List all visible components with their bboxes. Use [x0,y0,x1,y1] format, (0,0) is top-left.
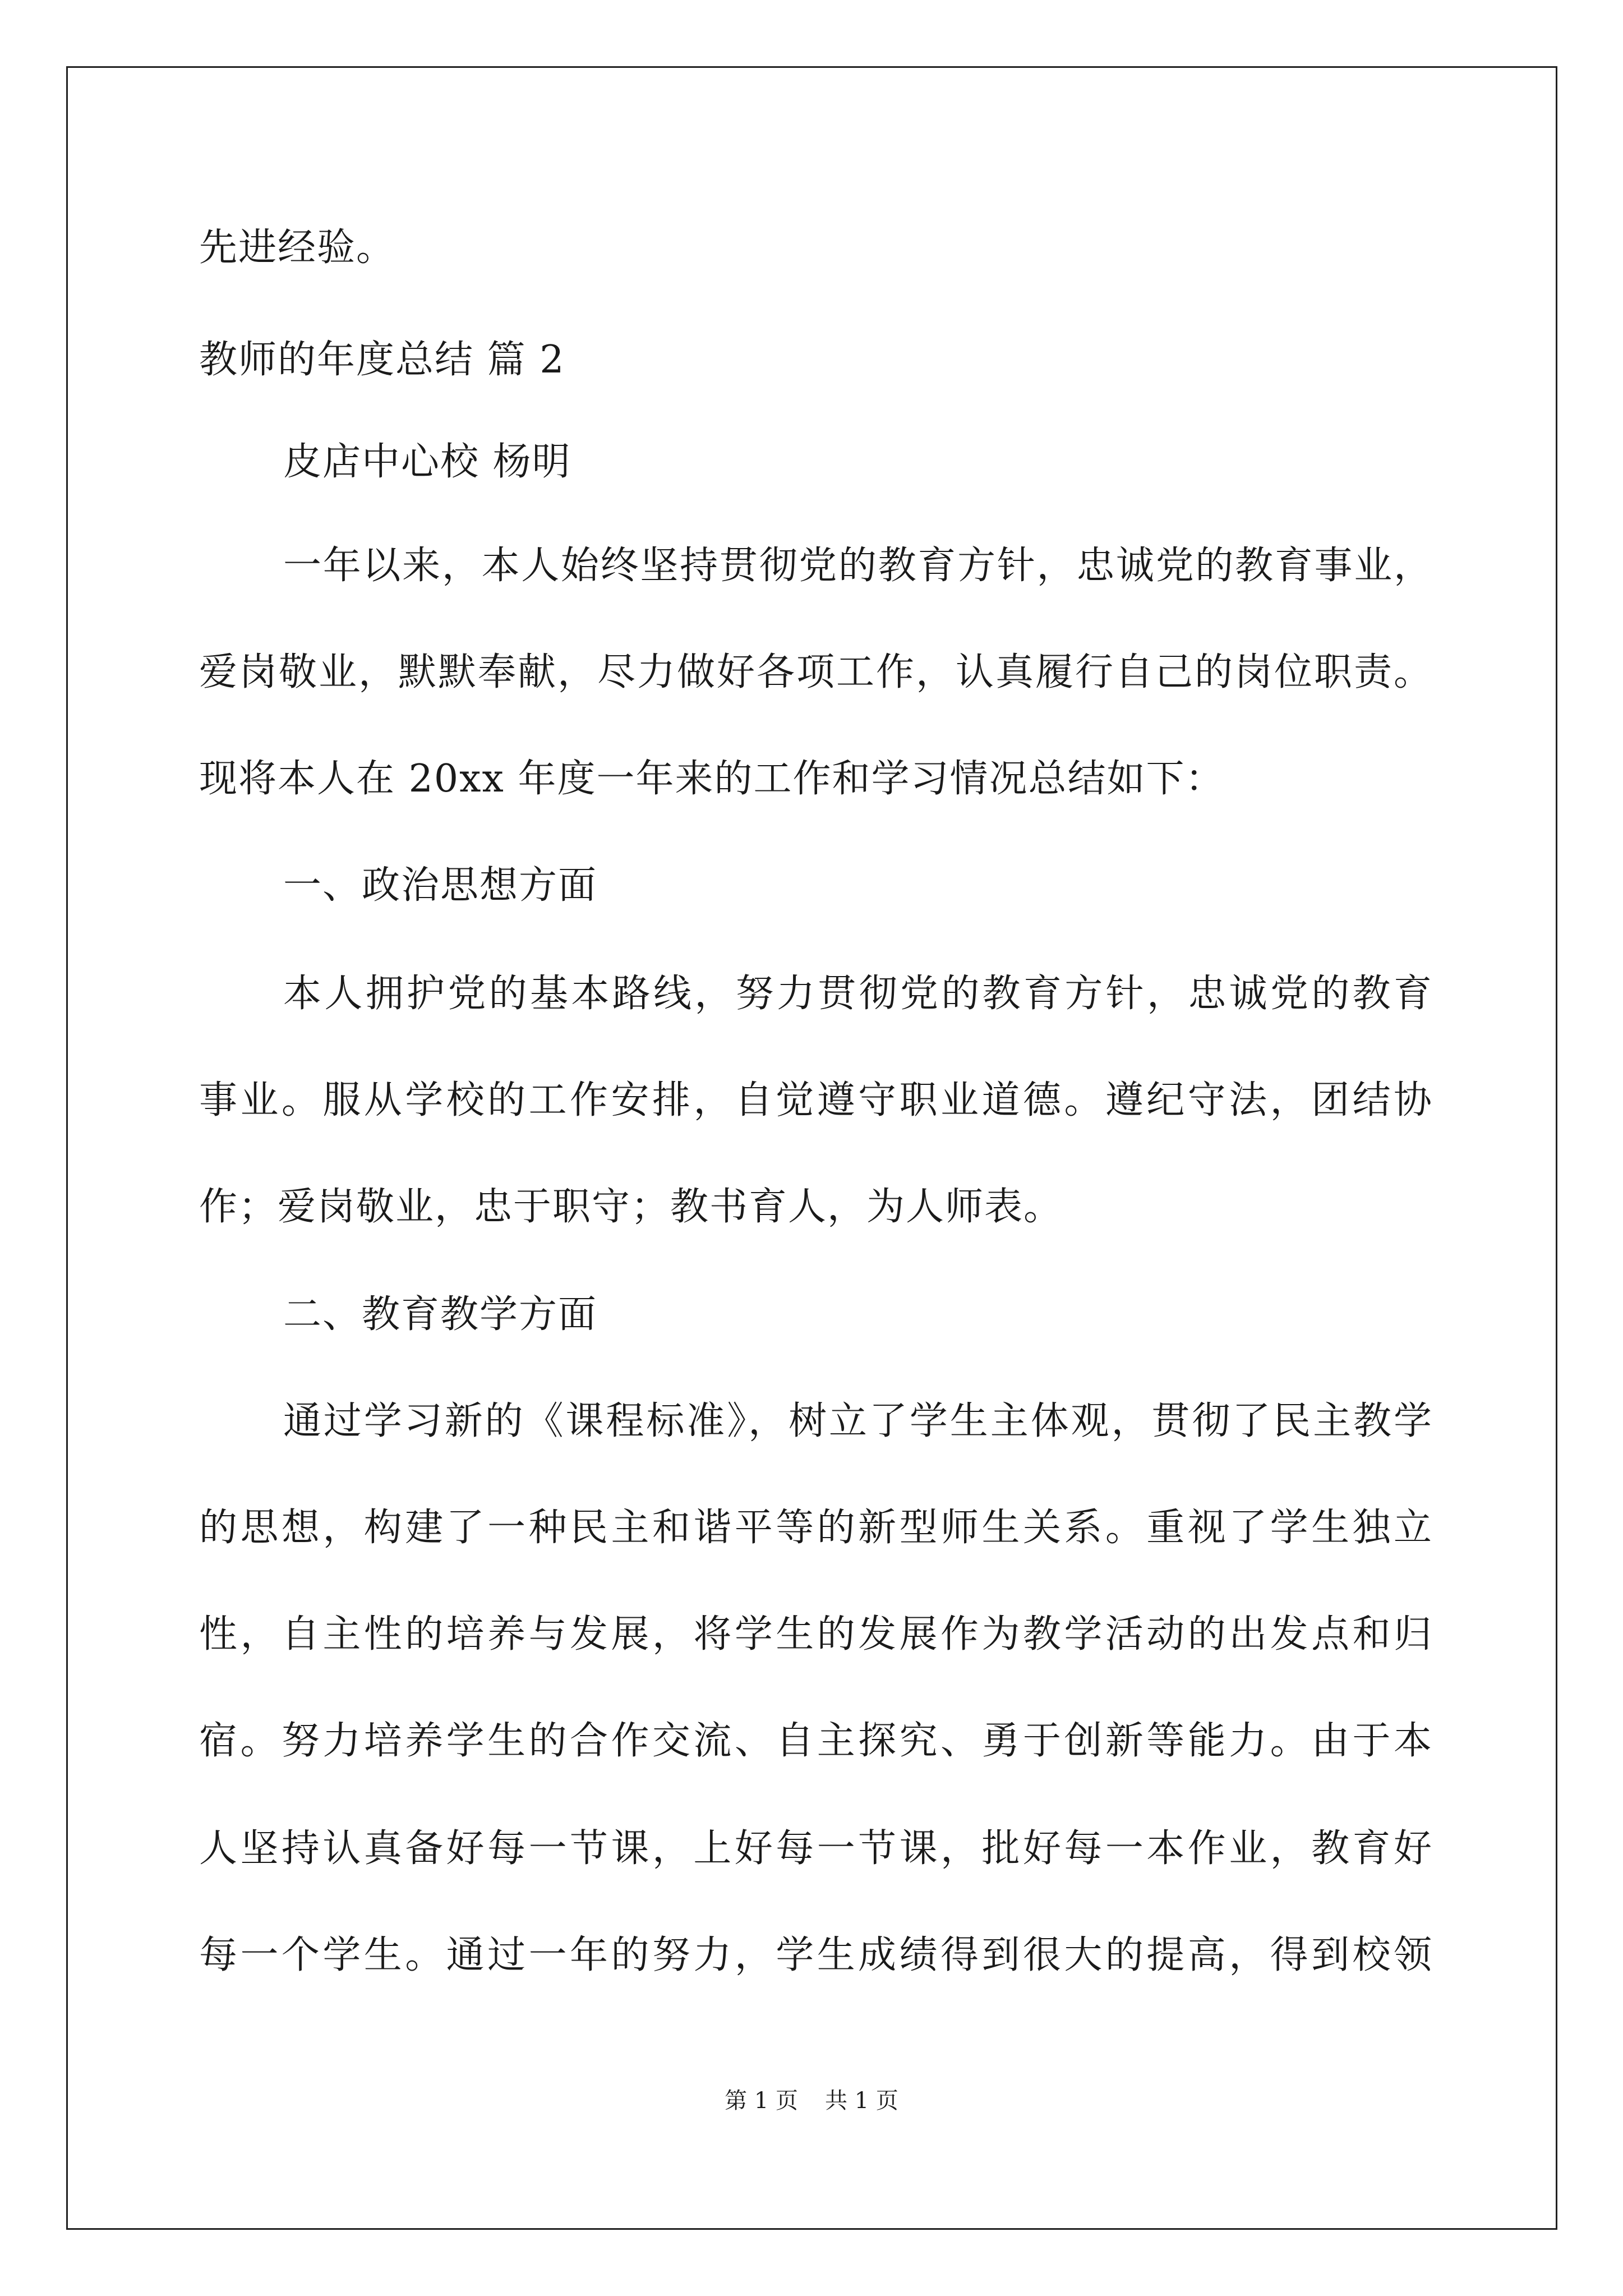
section-heading: 二、教育教学方面 [283,1292,598,1337]
paragraph-line: 作；爱岗敬业，忠于职守；教书育人，为人师表。 [199,1185,1063,1229]
paragraph-line: 通过学习新的《课程标准》，树立了学生主体观，贯彻了民主教学 [283,1399,1433,1443]
page-border [66,66,1557,2230]
page-number-current: 第 1 页 [725,2088,798,2114]
paragraph-line: 人坚持认真备好每一节课，上好每一节课，批好每一本作业，教育好 [199,1826,1433,1871]
page-number-total: 共 1 页 [825,2088,898,2114]
paragraph-line: 一年以来，本人始终坚持贯彻党的教育方针，忠诚党的教育事业， [283,544,1433,588]
paragraph-line: 每一个学生。通过一年的努力，学生成绩得到很大的提高，得到校领 [199,1933,1433,1977]
paragraph-line: 的思想，构建了一种民主和谐平等的新型师生关系。重视了学生独立 [199,1506,1433,1550]
page-footer [0,2090,1623,2112]
section-heading: 一、政治思想方面 [283,863,598,908]
paragraph-line: 现将本人在 20xx 年度一年来的工作和学习情况总结如下： [199,757,1225,801]
paragraph-line: 宿。努力培养学生的合作交流、自主探究、勇于创新等能力。由于本 [199,1719,1433,1763]
author-line: 皮店中心校 杨明 [283,440,571,484]
paragraph-line: 本人拥护党的基本路线，努力贯彻党的教育方针，忠诚党的教育 [283,972,1433,1016]
paragraph-line: 性，自主性的培养与发展，将学生的发展作为教学活动的出发点和归 [199,1612,1433,1657]
paragraph-line: 爱岗敬业，默默奉献，尽力做好各项工作，认真履行自己的岗位职责。 [199,650,1433,694]
section-title: 教师的年度总结 篇 2 [199,338,565,382]
paragraph-line: 事业。服从学校的工作安排，自觉遵守职业道德。遵纪守法，团结协 [199,1078,1433,1122]
paragraph-line: 先进经验。 [199,226,396,270]
